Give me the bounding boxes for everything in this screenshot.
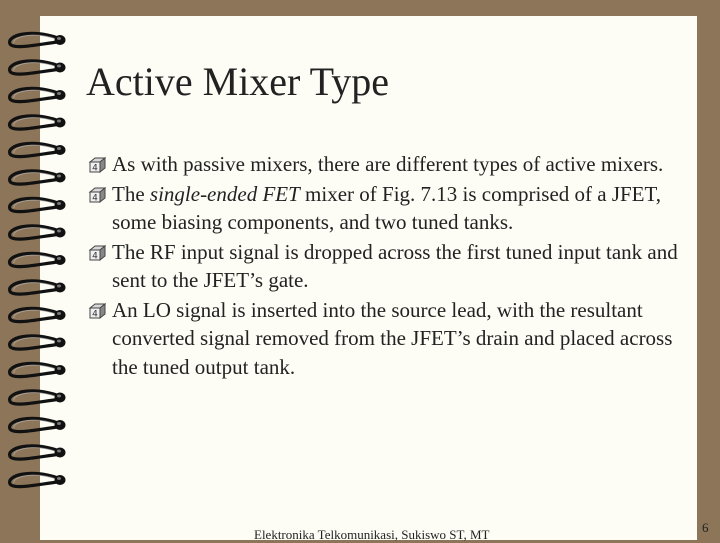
bullet-item — [86, 150, 686, 179]
slide-title: Active Mixer Type — [86, 59, 390, 104]
svg-text:4: 4 — [92, 251, 98, 261]
bullet-item — [86, 180, 686, 237]
bullet-emphasis: single-ended FET — [149, 181, 300, 206]
bullet-item — [86, 238, 686, 295]
cube-bullet-icon — [88, 302, 106, 320]
page-number: 6 — [702, 520, 709, 535]
bullet-text: An LO signal is inserted into the source lead, with the resultant converted signal removed from the JFET’s drain and placed across the tuned output tank. — [112, 297, 673, 379]
svg-text:4: 4 — [92, 309, 98, 319]
svg-text:4: 4 — [92, 193, 98, 203]
cube-bullet-icon — [88, 244, 106, 262]
spiral-binding-icon — [0, 0, 80, 540]
bullet-list — [86, 150, 686, 382]
cube-bullet-icon — [88, 156, 106, 174]
bullet-text: The RF input signal is dropped across the first tuned input tank and sent to the JFET’s gate. — [112, 239, 678, 292]
bullet-text: The — [112, 181, 150, 206]
cube-bullet-icon — [88, 186, 106, 204]
bullet-text: mixer of Fig. 7.13 is comprised of a JFET, some biasing components, and two tuned tanks. — [112, 181, 662, 234]
footer-text: Elektronika Telkomunikasi, Sukiswo ST, MT — [254, 527, 490, 542]
bullet-text: As with passive mixers, there are different types of active mixers. — [112, 152, 664, 176]
bullet-item — [86, 296, 686, 382]
svg-text:4: 4 — [92, 163, 98, 174]
